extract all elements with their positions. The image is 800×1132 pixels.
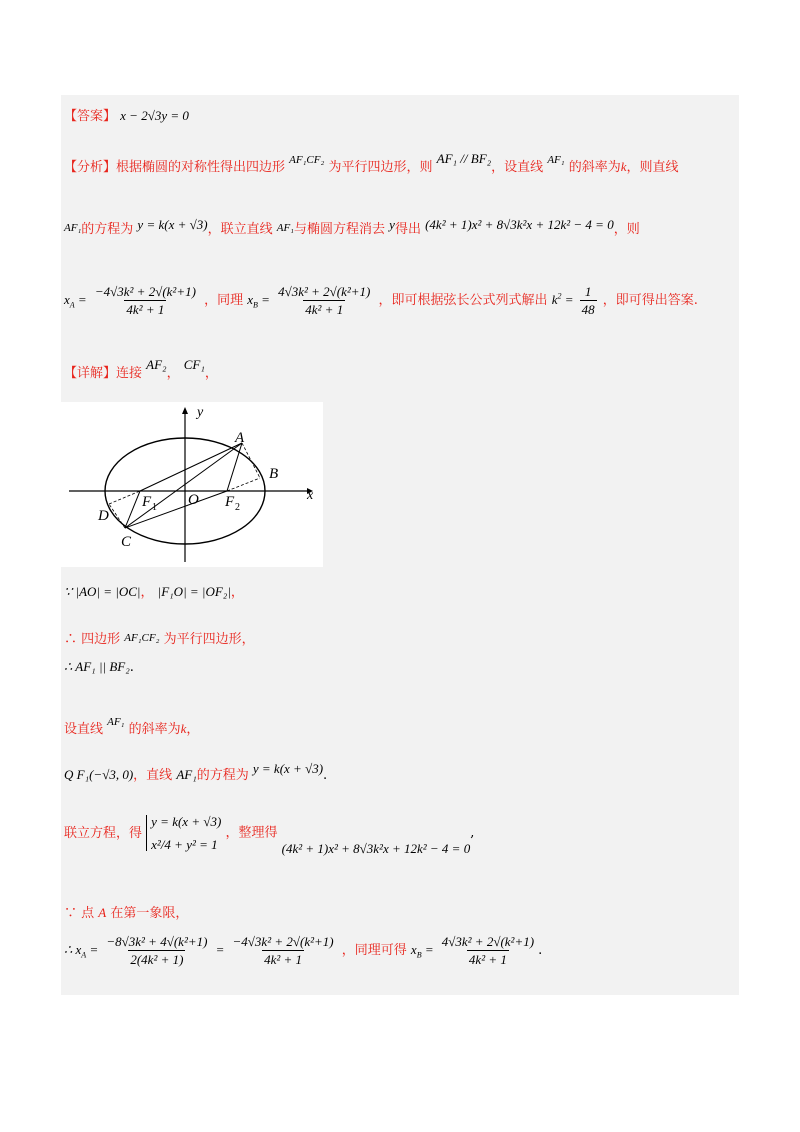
- detail-text: ，: [204, 366, 218, 381]
- line-af1: AF₁: [276, 222, 294, 234]
- segment-f1-a: [140, 443, 242, 491]
- x1-fraction: $\frac{\text{−8√3k² + 4√(k²+1)}}{\text{2(4k² + 1)}}$: [106, 934, 208, 967]
- analysis-text: ，即可得出答案.: [602, 293, 698, 308]
- label-f2: F: [225, 494, 235, 510]
- quadratic-equation: (4k² + 1)x² + 8√3k²x + 12k² − 4 = 0: [425, 217, 614, 232]
- detail-line-1: [64, 357, 218, 381]
- segment-a-c: [125, 443, 242, 528]
- line-af1: AF₁: [64, 222, 82, 234]
- detail-text: ，: [230, 585, 244, 600]
- step6-text: ，整理得: [225, 825, 278, 841]
- label-o: O: [188, 492, 199, 508]
- xb-fraction: $\frac{\text{4√3k² + 2√(k²+1)}}{\text{4k² + 1}}$: [278, 284, 371, 317]
- x3-fraction: $\frac{\text{4√3k² + 2√(k²+1)}}{\text{4k² + 1}}$: [441, 934, 535, 967]
- answer-label: 【答案】: [64, 109, 117, 124]
- k-var: k: [620, 159, 627, 174]
- analysis-text: 为平行四边形，则: [328, 160, 433, 175]
- label-b: B: [269, 466, 279, 482]
- line-af1: AF₁: [107, 716, 125, 728]
- point-a: A: [98, 905, 107, 920]
- xa-fraction: $\frac{\text{−4√3k² + 2√(k²+1)}}{\text{4k² + 1}}$: [94, 284, 196, 317]
- quadratic-equation: (4k² + 1)x² + 8√3k²x + 12k² − 4 = 0: [281, 840, 471, 856]
- analysis-line-2: [64, 217, 640, 237]
- step1-eq-a: ∵ |AO| = |OC|: [64, 584, 141, 599]
- step8-text: ，同理可得: [341, 943, 407, 958]
- step-7: [64, 906, 188, 920]
- step-3: ∴ AF₁ || BF₂.: [64, 659, 134, 675]
- label-d: D: [98, 508, 109, 524]
- xa-label: $x_A$ =: [64, 292, 87, 310]
- analysis-text: ，同理: [204, 293, 244, 308]
- line-equation: y = k(x + √3): [252, 761, 324, 776]
- step4-text: 的斜率为: [128, 722, 181, 737]
- step3-eq: ∴ AF₁ || BF₂: [64, 659, 130, 674]
- y-axis-arrow: [182, 407, 188, 414]
- step-8: ∴ $x_A$ = $\frac{\text{−8√3k² + 4√(k²+1)}}{\text{2(4k² + 1)}}$ = $\frac{\text{−4√3k² + 2√(k²+1)}}{\text{4k² + 1}}$ ，同理可得 $x_B$ = $\frac{\text{4√3k² + 2√(k²+1)}}{\text{4k² + 1}}$ .: [64, 934, 543, 967]
- quad-formula: AF₁CF₂: [124, 632, 160, 644]
- detail-label: 【详解】: [64, 366, 117, 381]
- step2-text: 为平行四边形，: [163, 632, 255, 647]
- ellipse-diagram: [61, 402, 323, 567]
- step7-text: 在第一象限，: [110, 906, 189, 921]
- f1-coordinate: Q F₁(−√3, 0): [64, 767, 134, 782]
- k2-fraction: $\frac{1}{48}$: [581, 284, 595, 317]
- step-6: 联立方程，得 y = k(x + √3) x²/4 + y² = 1 ，整理得 (4k² + 1)x² + 8√3k²x + 12k² − 4 = 0,: [64, 814, 475, 856]
- analysis-text: ，即可根据弦长公式列式解出: [378, 293, 548, 308]
- k2-label: $k^2$ =: [551, 291, 574, 307]
- step5-text: 的方程为: [196, 768, 249, 783]
- step6-text: 联立方程，得: [64, 825, 143, 841]
- step5-text: ，直线: [133, 768, 173, 783]
- label-c: C: [121, 534, 132, 550]
- label-y: y: [197, 405, 204, 420]
- cf1: CF₁: [183, 357, 205, 372]
- line-equation: y = k(x + √3): [137, 217, 208, 232]
- label-f1-sub: 1: [152, 502, 157, 513]
- analysis-line-3: [64, 285, 698, 316]
- analysis-text: ，设直线: [491, 160, 544, 175]
- line-af1: AF₁: [176, 767, 197, 782]
- y-var: y: [389, 217, 395, 232]
- step2-text: ∴ 四边形: [64, 632, 121, 647]
- analysis-text: 得出: [394, 222, 421, 237]
- system-eq-1: y = k(x + √3): [151, 814, 222, 829]
- parallel-formula: AF₁ // BF₂: [436, 151, 492, 166]
- analysis-label: 【分析】: [64, 160, 117, 175]
- segment-f2-b: [227, 478, 260, 491]
- segment-c-f2: [125, 491, 227, 528]
- answer-line: [64, 109, 189, 123]
- label-a: A: [235, 430, 245, 446]
- line-af1: AF₁: [547, 154, 565, 166]
- analysis-text: ，则: [613, 222, 640, 237]
- system-eq-2: x²/4 + y² = 1: [151, 837, 218, 852]
- step7-text: ∵ 点: [64, 906, 95, 921]
- label-f1: F: [142, 494, 152, 510]
- answer-formula: x − 2√3y = 0: [120, 108, 189, 123]
- step-2: [64, 633, 255, 646]
- detail-text: ，: [186, 722, 200, 737]
- quad-formula: AF₁CF₂: [289, 154, 325, 166]
- detail-text: ，: [166, 366, 180, 381]
- label-x: x: [307, 488, 314, 503]
- xa-label: ∴ $x_A$ =: [64, 942, 99, 960]
- xb-label: $x_B$ =: [247, 292, 270, 310]
- xb-label: $x_B$ =: [410, 942, 434, 960]
- analysis-text: 根据椭圆的对称性得出四边形: [116, 160, 286, 175]
- step-1: [64, 585, 244, 599]
- analysis-text: ，联立直线: [207, 222, 273, 237]
- step1-eq-b: |F₁O| = |OF₂|: [157, 584, 231, 599]
- analysis-text: ，则直线: [626, 160, 679, 175]
- detail-text: ，: [140, 585, 154, 600]
- af2: AF₂: [146, 357, 167, 372]
- step4-text: 设直线: [64, 722, 104, 737]
- step-4: [64, 716, 200, 737]
- analysis-text: 的方程为: [81, 222, 134, 237]
- segment-f2-a: [227, 443, 242, 491]
- ellipse-figure: [61, 402, 323, 567]
- analysis-line-1: [64, 151, 679, 175]
- analysis-text: 与椭圆方程消去: [294, 222, 386, 237]
- label-f2-sub: 2: [235, 502, 240, 513]
- equation-system: [146, 815, 221, 851]
- k-var: k: [180, 721, 187, 736]
- x2-fraction: $\frac{\text{−4√3k² + 2√(k²+1)}}{\text{4k² + 1}}$: [232, 934, 334, 967]
- step-5: Q F₁(−√3, 0)，直线 AF₁的方程为 y = k(x + √3).: [64, 761, 328, 783]
- detail-text: 连接: [116, 366, 143, 381]
- analysis-text: 的斜率为: [568, 160, 621, 175]
